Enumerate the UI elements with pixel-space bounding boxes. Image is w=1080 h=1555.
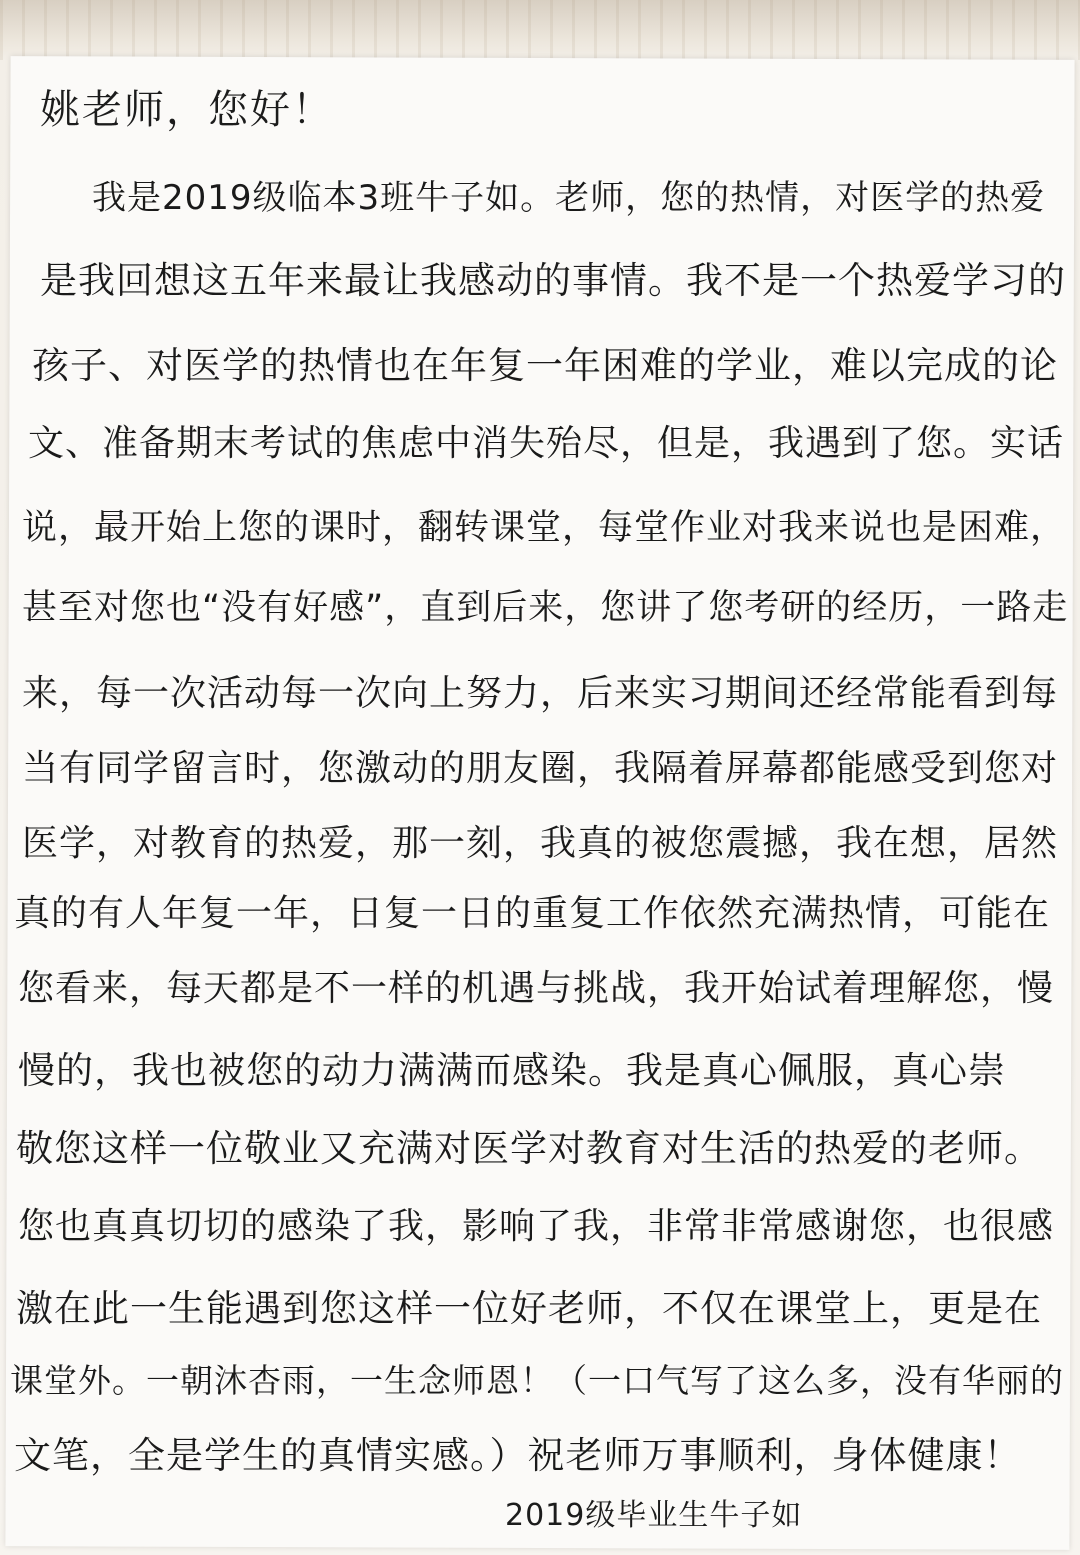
letter-line: 我是2019级临本3班牛子如。老师，您的热情，对医学的热爱 xyxy=(92,178,1046,218)
letter-line: 来，每一次活动每一次向上努力，后来实习期间还经常能看到每 xyxy=(22,673,1059,714)
letter-line: 您也真真切切的感染了我，影响了我，非常非常感谢您，也很感 xyxy=(18,1206,1055,1247)
letter-line: 敬您这样一位敬业又充满对医学对教育对生活的热爱的老师。 xyxy=(16,1127,1042,1170)
letter-line: 激在此一生能遇到您这样一位好老师，不仅在课堂上，更是在 xyxy=(16,1287,1042,1330)
letter-line: 您看来，每天都是不一样的机遇与挑战，我开始试着理解您，慢 xyxy=(18,968,1055,1009)
letter-line: 是我回想这五年来最让我感动的事情。我不是一个热爱学习的 xyxy=(40,259,1066,302)
letter-signature: 2019级毕业生牛子如 xyxy=(505,1498,803,1533)
letter-line: 当有同学留言时，您激动的朋友圈，我隔着屏幕都能感受到您对 xyxy=(22,748,1059,789)
letter-line: 文、准备期末考试的焦虑中消失殆尽，但是，我遇到了您。实话 xyxy=(28,423,1065,464)
letter-line: 说，最开始上您的课时，翻转课堂，每堂作业对我来说也是困难， xyxy=(22,508,1067,548)
letter-line: 医学，对教育的热爱，那一刻，我真的被您震撼，我在想，居然 xyxy=(22,823,1059,864)
letter-line: 课堂外。一朝沐杏雨，一生念师恩！（一口气写了这么多，没有华丽的 xyxy=(10,1361,1064,1400)
letter-line: 文笔，全是学生的真情实感。）祝老师万事顺利，身体健康！ xyxy=(14,1434,1022,1477)
letter-line: 真的有人年复一年，日复一日的重复工作依然充满热情，可能在 xyxy=(14,893,1051,934)
letter-greeting: 姚老师，您好！ xyxy=(40,87,334,133)
letter-line: 慢的，我也被您的动力满满而感染。我是真心佩服，真心崇 xyxy=(18,1049,1006,1092)
letter-line: 孩子、对医学的热情也在年复一年困难的学业，难以完成的论 xyxy=(32,344,1058,387)
letter-line: 甚至对您也“没有好感”，直到后来，您讲了您考研的经历，一路走 xyxy=(22,588,1069,628)
